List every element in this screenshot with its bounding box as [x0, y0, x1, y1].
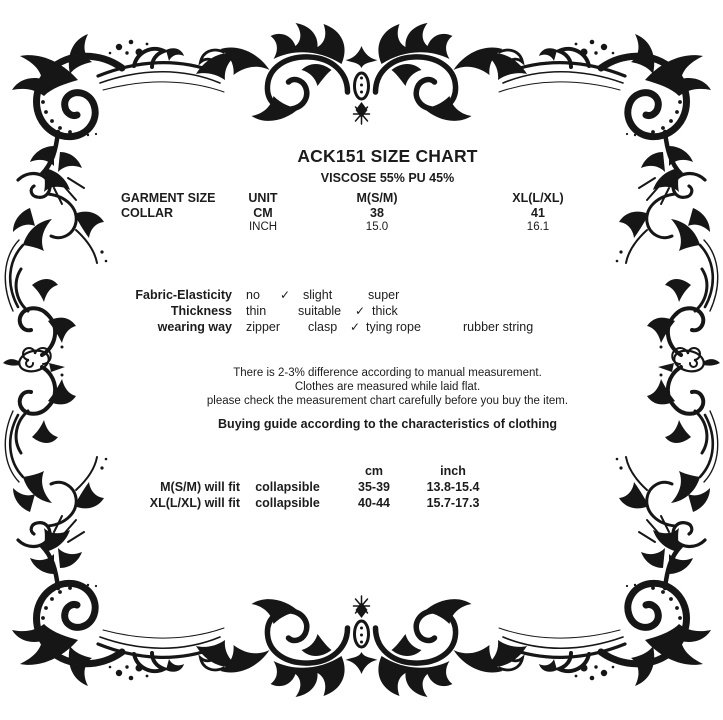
attribute-option: clasp: [308, 320, 338, 334]
guide-row-inch: 13.8-15.4: [426, 480, 480, 494]
note-line: please check the measurement chart carefully before you buy the item.: [206, 395, 569, 407]
attribute-option: no: [246, 288, 260, 302]
table-cell-m: 15.0: [365, 221, 389, 233]
size-table-header-unit: UNIT: [248, 191, 278, 205]
note-line: Clothes are measured while laid flat.: [294, 381, 481, 393]
attribute-option: suitable: [298, 304, 342, 318]
attribute-label-elasticity: Fabric-Elasticity: [135, 288, 232, 302]
attribute-option: slight: [303, 288, 333, 302]
chart-title: ACK151 SIZE CHART: [297, 146, 478, 166]
table-cell-m: 38: [370, 206, 384, 220]
guide-header-inch: inch: [440, 464, 466, 478]
guide-row-label: XL(L/XL) will fit: [149, 496, 240, 510]
table-cell-unit: INCH: [248, 221, 278, 233]
check-icon: ✓: [350, 320, 361, 334]
guide-header-cm: cm: [364, 464, 384, 478]
guide-row-cm: 40-44: [358, 496, 390, 510]
guide-row-cm: 35-39: [358, 480, 390, 494]
check-icon: ✓: [280, 288, 291, 302]
note-line: There is 2-3% difference according to manual measurement.: [233, 367, 542, 379]
attribute-option: super: [368, 288, 400, 302]
guide-row-feature: collapsible: [255, 496, 320, 510]
fabric-composition: VISCOSE 55% PU 45%: [320, 171, 455, 185]
table-cell-xl: 16.1: [526, 221, 550, 233]
attribute-option: zipper: [246, 320, 281, 334]
table-row: COLLAR: [121, 206, 174, 220]
table-cell-xl: 41: [531, 206, 545, 220]
table-cell-unit: CM: [253, 206, 273, 220]
attribute-label-thickness: Thickness: [170, 304, 232, 318]
attribute-option: tying rope: [366, 320, 421, 334]
size-table-header-label: GARMENT SIZE: [121, 191, 216, 205]
attribute-option: thick: [372, 304, 398, 318]
attribute-option: thin: [246, 304, 267, 318]
size-table-header-m: M(S/M): [356, 191, 398, 205]
buying-guide-heading: Buying guide according to the characteristics of clothing: [218, 417, 557, 431]
attribute-option: rubber string: [463, 320, 534, 334]
guide-row-label: M(S/M) will fit: [160, 480, 240, 494]
attribute-label-wearing-way: wearing way: [157, 320, 232, 334]
chart-content: [110, 0, 665, 720]
check-icon: ✓: [355, 304, 366, 318]
guide-row-feature: collapsible: [255, 480, 320, 494]
guide-row-inch: 15.7-17.3: [426, 496, 480, 510]
size-table-header-xl: XL(L/XL): [512, 191, 564, 205]
